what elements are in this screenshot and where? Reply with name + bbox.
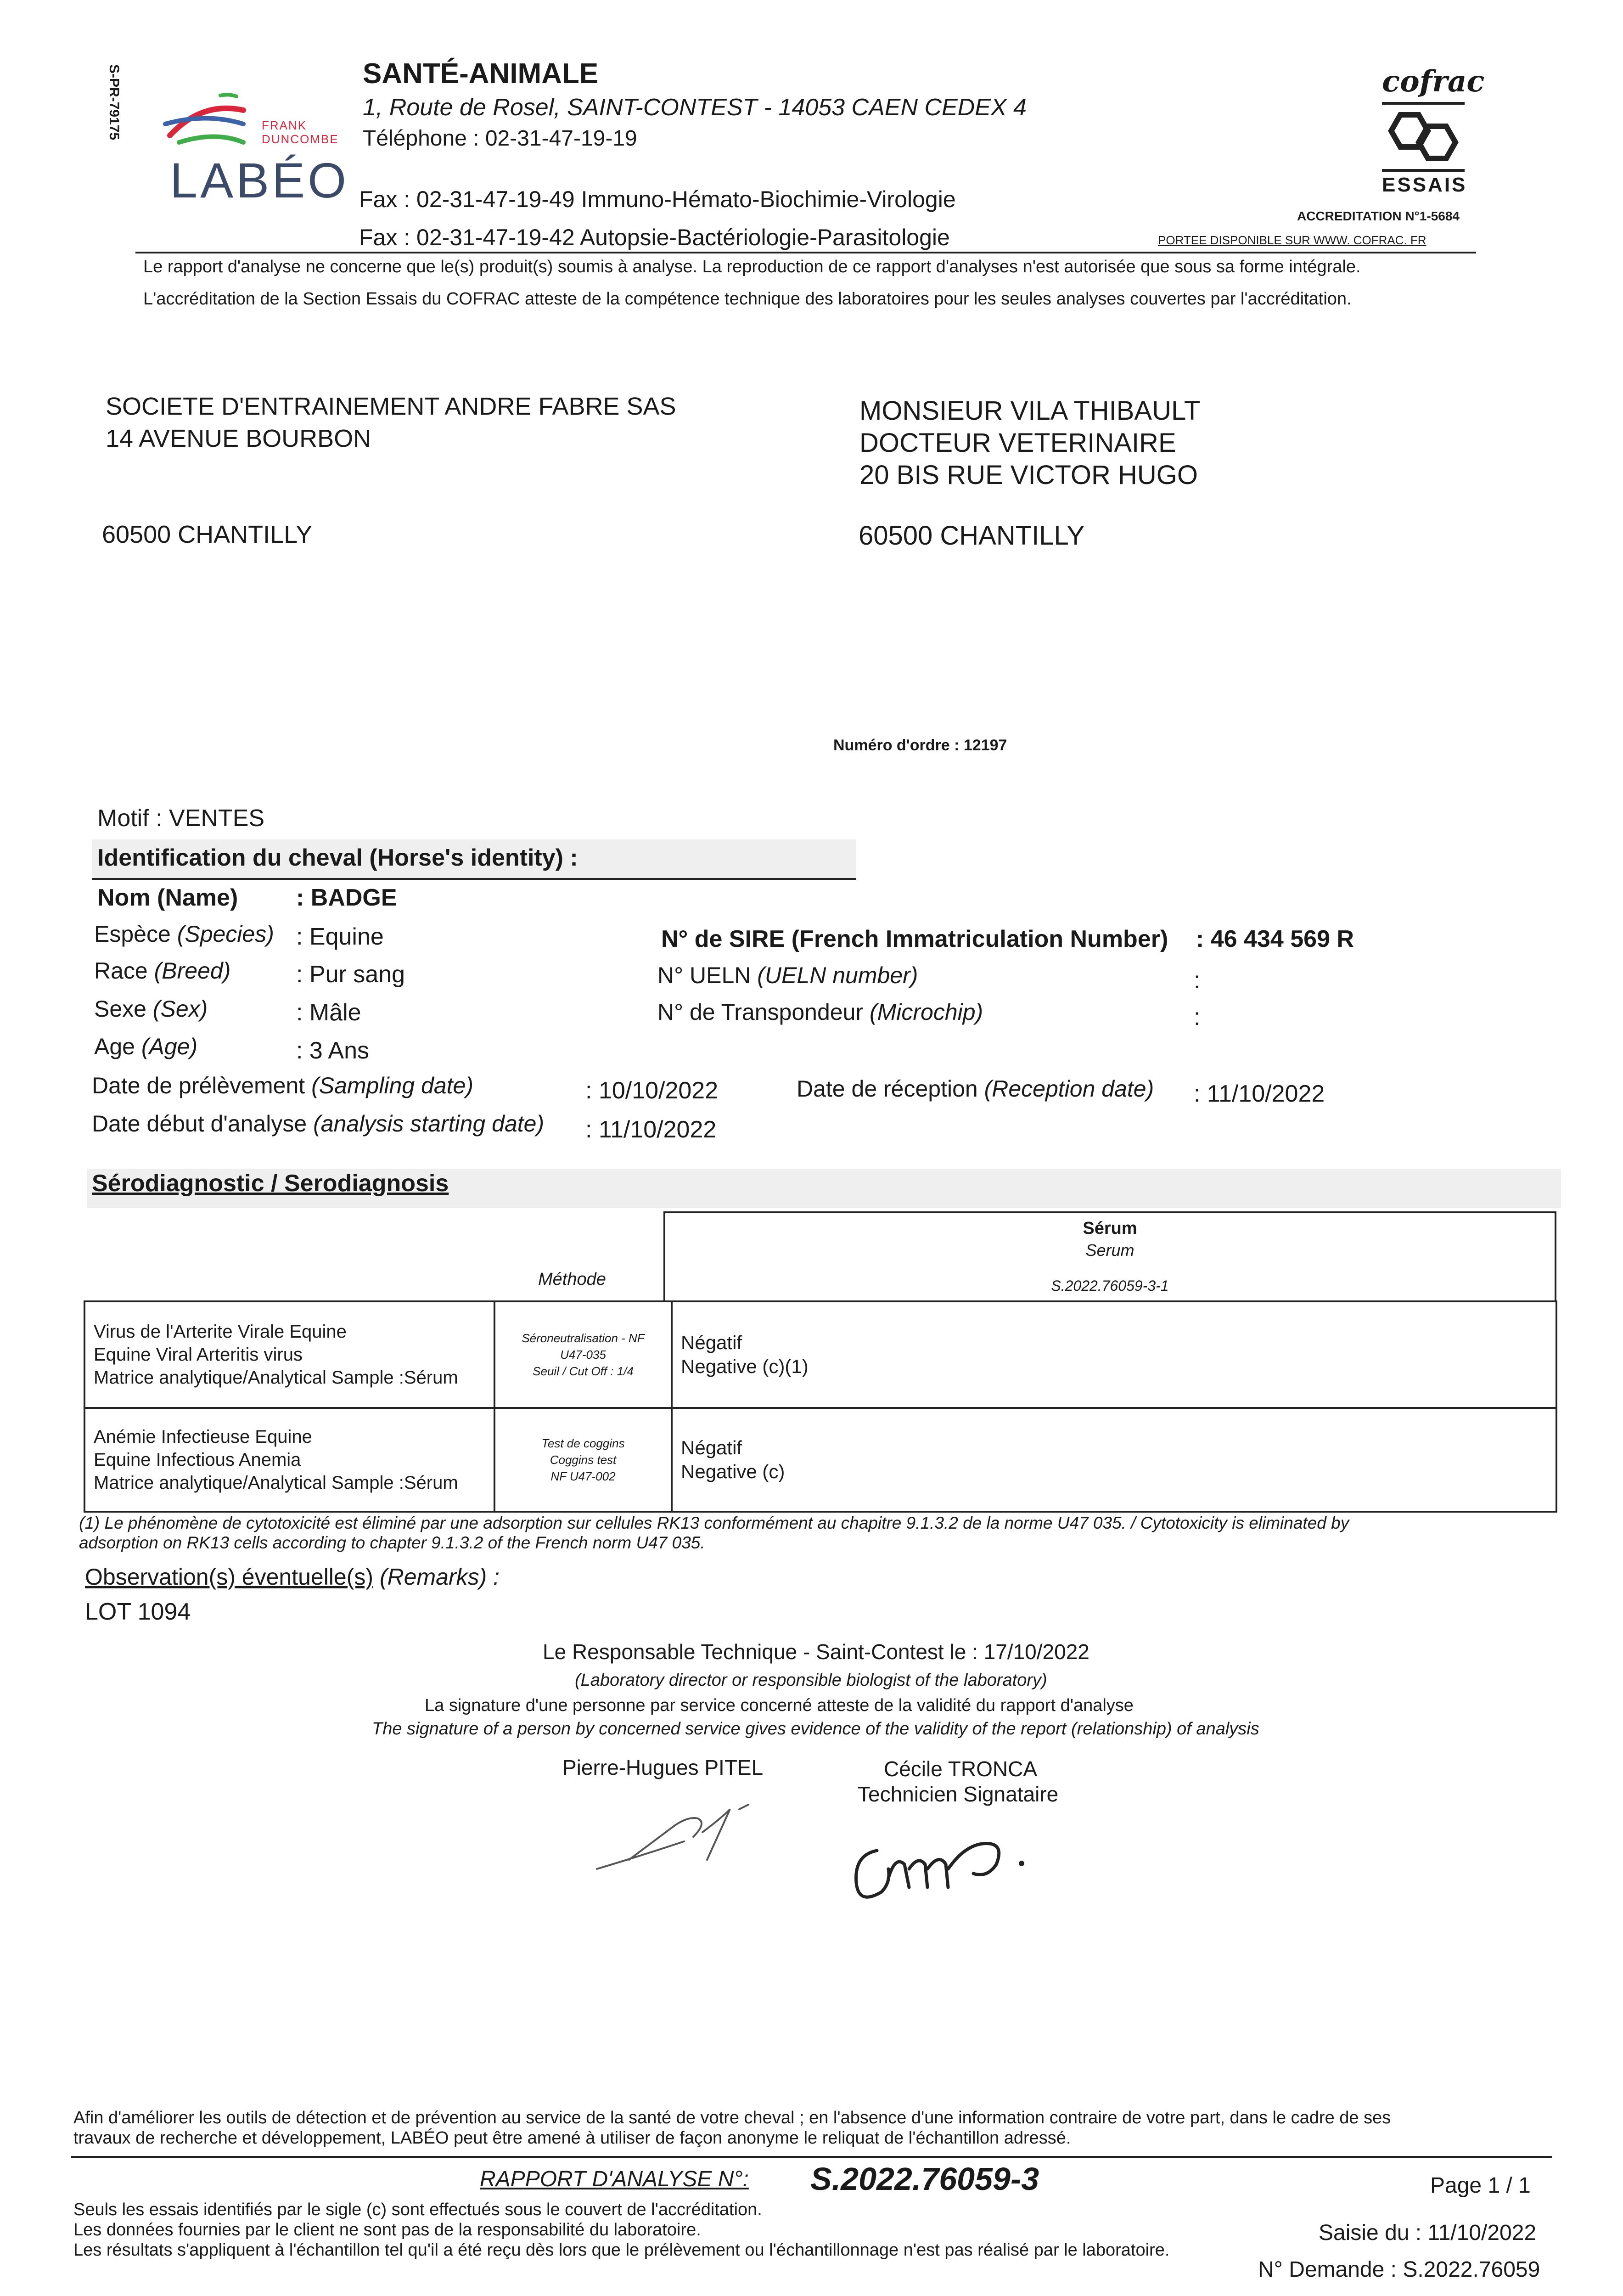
method-column-header: Méthode xyxy=(538,1270,606,1289)
disclaimer-line-1: Le rapport d'analyse ne concerne que le(s) produit(s) soumis à analyse. La reproduction de ce rapport d'analyses n'est autorisée que sous sa forme intégrale. xyxy=(143,257,1361,276)
analysis-cell: Anémie Infectieuse Equine Equine Infectious Anemia Matrice analytique/Analytical Sample :Sérum xyxy=(84,1408,494,1512)
sex-label: Sexe (Sex) xyxy=(94,996,208,1022)
validity-line: La signature d'une personne par service concerné atteste de la validité du rapport d'analyse xyxy=(425,1696,1134,1715)
table-row xyxy=(84,1301,1556,1408)
breed-value: : Pur sang xyxy=(296,961,405,988)
species-label: Espèce (Species) xyxy=(94,921,274,947)
reception-date-label: Date de réception (Reception date) xyxy=(797,1076,1154,1102)
species-value: : Equine xyxy=(296,923,384,950)
analysis-start-label: Date début d'analyse (analysis starting date) xyxy=(92,1111,545,1137)
cofrac-logo: cofrac ESSAIS xyxy=(1382,64,1485,196)
serodiagnosis-table xyxy=(84,1300,1557,1513)
sex-value: : Mâle xyxy=(296,999,361,1026)
transponder-label: N° de Transpondeur (Microchip) xyxy=(657,999,983,1025)
footer-notes: Seuls les essais identifiés par le sigle (c) sont effectués sous le couvert de l'accréditation. Les données fournies par le client ne sont pas de la responsabilité du laboratoire. Les résultats s'appliquent à l'échantillon tel qu'il a été reçu dès lors que le prélèvement ou l'échantillonnage n'est pas réalisé par le laboratoire. xyxy=(73,2200,1170,2260)
method-cell: Séroneutralisation - NF U47-035 Seuil / Cut Off : 1/4 xyxy=(494,1301,672,1408)
transponder-value: : xyxy=(1194,1004,1201,1030)
identity-heading: Identification du cheval (Horse's identity) : xyxy=(97,844,578,871)
report-number-label: RAPPORT D'ANALYSE N°: xyxy=(480,2167,749,2191)
serum-header-box: Sérum Serum S.2022.76059-3-1 xyxy=(663,1211,1556,1301)
signature-2-image xyxy=(845,1814,1084,1915)
order-number: Numéro d'ordre : 12197 xyxy=(833,737,1007,754)
vet-address: MONSIEUR VILA THIBAULT DOCTEUR VETERINAIRE 20 BIS RUE VICTOR HUGO xyxy=(859,396,1201,490)
page-number: Page 1 / 1 xyxy=(1430,2173,1531,2198)
sampling-date-value: : 10/10/2022 xyxy=(585,1077,719,1104)
breed-label: Race (Breed) xyxy=(94,958,231,984)
footnote: (1) Le phénomène de cytotoxicité est éliminé par une adsorption sur cellules RK13 conformément au chapitre 9.1.3.2 de la norme U47 035. / Cytotoxicity is eliminated by adsorption on RK13 cells according to chapter 9.1.3.2 of the French norm U47 035. xyxy=(79,1514,1349,1552)
analysis-cell: Virus de l'Arterite Virale Equine Equine Viral Arteritis virus Matrice analytique/Analytical Sample :Sérum xyxy=(84,1301,494,1408)
method-cell: Test de coggins Coggins test NF U47-002 xyxy=(494,1408,672,1512)
age-value: : 3 Ans xyxy=(296,1037,369,1064)
signer-2-role: Technicien Signataire xyxy=(858,1782,1059,1806)
lab-phone: Téléphone : 02-31-47-19-19 xyxy=(363,126,637,151)
cofrac-portee: PORTEE DISPONIBLE SUR WWW. COFRAC. FR xyxy=(1158,233,1426,247)
analysis-start-value: : 11/10/2022 xyxy=(585,1116,717,1143)
serodiagnosis-heading: Sérodiagnostic / Serodiagnosis xyxy=(92,1170,449,1197)
motif: Motif : VENTES xyxy=(97,805,265,832)
saisie-date: Saisie du : 11/10/2022 xyxy=(1319,2221,1537,2245)
side-reference-code: S-PR-79175 xyxy=(107,64,122,141)
responsible-line-en: (Laboratory director or responsible biologist of the laboratory) xyxy=(575,1671,1047,1690)
age-label: Age (Age) xyxy=(94,1034,198,1059)
client-city: 60500 CHANTILLY xyxy=(102,521,313,548)
vet-city: 60500 CHANTILLY xyxy=(859,521,1085,551)
research-notice: Afin d'améliorer les outils de détection et de prévention au service de la santé de votre cheval ; en l'absence d'une information contraire de votre part, dans le cadre de ses travaux de recherche et développement, LABÉO peut être amené à utiliser de façon anonyme le reliquat de l'échantillon adressé. xyxy=(73,2108,1391,2148)
result-cell: Négatif Negative (c) xyxy=(672,1408,1556,1512)
lab-address: 1, Route de Rosel, SAINT-CONTEST - 14053 CAEN CEDEX 4 xyxy=(363,94,1027,121)
table-row xyxy=(84,1408,1556,1512)
ueln-label: N° UELN (UELN number) xyxy=(657,962,918,988)
ueln-value: : xyxy=(1194,967,1201,994)
disclaimer-line-2: L'accréditation de la Section Essais du COFRAC atteste de la compétence technique des laboratoires pour les seules analyses couvertes par l'accréditation. xyxy=(143,289,1352,309)
client-address: SOCIETE D'ENTRAINEMENT ANDRE FABRE SAS 14 AVENUE BOURBON xyxy=(106,393,676,452)
signature-1-image xyxy=(588,1791,771,1883)
responsible-line: Le Responsable Technique - Saint-Contest le : 17/10/2022 xyxy=(543,1640,1089,1664)
lab-fax-2: Fax : 02-31-47-19-42 Autopsie-Bactériologie-Parasitologie xyxy=(359,225,950,250)
signer-2-name: Cécile TRONCA xyxy=(884,1757,1037,1781)
result-cell: Négatif Negative (c)(1) xyxy=(672,1301,1556,1408)
validity-line-en: The signature of a person by concerned service gives evidence of the validity of the report (relationship) of analysis xyxy=(372,1719,1259,1739)
labeo-logo: FRANK DUNCOMBE LABÉO xyxy=(152,92,354,211)
remarks-label: Observation(s) éventuelle(s) (Remarks) : xyxy=(85,1564,500,1590)
name-value: : BADGE xyxy=(296,884,397,911)
sire-value: : 46 434 569 R xyxy=(1196,926,1354,952)
remarks-value: LOT 1094 xyxy=(85,1598,191,1625)
cofrac-accreditation: ACCREDITATION N°1-5684 xyxy=(1297,209,1460,223)
sire-label: N° de SIRE (French Immatriculation Number) xyxy=(661,926,1168,952)
sampling-date-label: Date de prélèvement (Sampling date) xyxy=(92,1073,474,1098)
lab-name: SANTÉ-ANIMALE xyxy=(363,58,599,90)
signer-1-name: Pierre-Hugues PITEL xyxy=(562,1756,764,1779)
report-number: S.2022.76059-3 xyxy=(810,2161,1039,2197)
lab-fax-1: Fax : 02-31-47-19-49 Immuno-Hémato-Biochimie-Virologie xyxy=(359,186,956,212)
name-label: Nom (Name) xyxy=(97,884,238,911)
demande-number: N° Demande : S.2022.76059 xyxy=(1258,2257,1540,2282)
reception-date-value: : 11/10/2022 xyxy=(1194,1080,1325,1107)
